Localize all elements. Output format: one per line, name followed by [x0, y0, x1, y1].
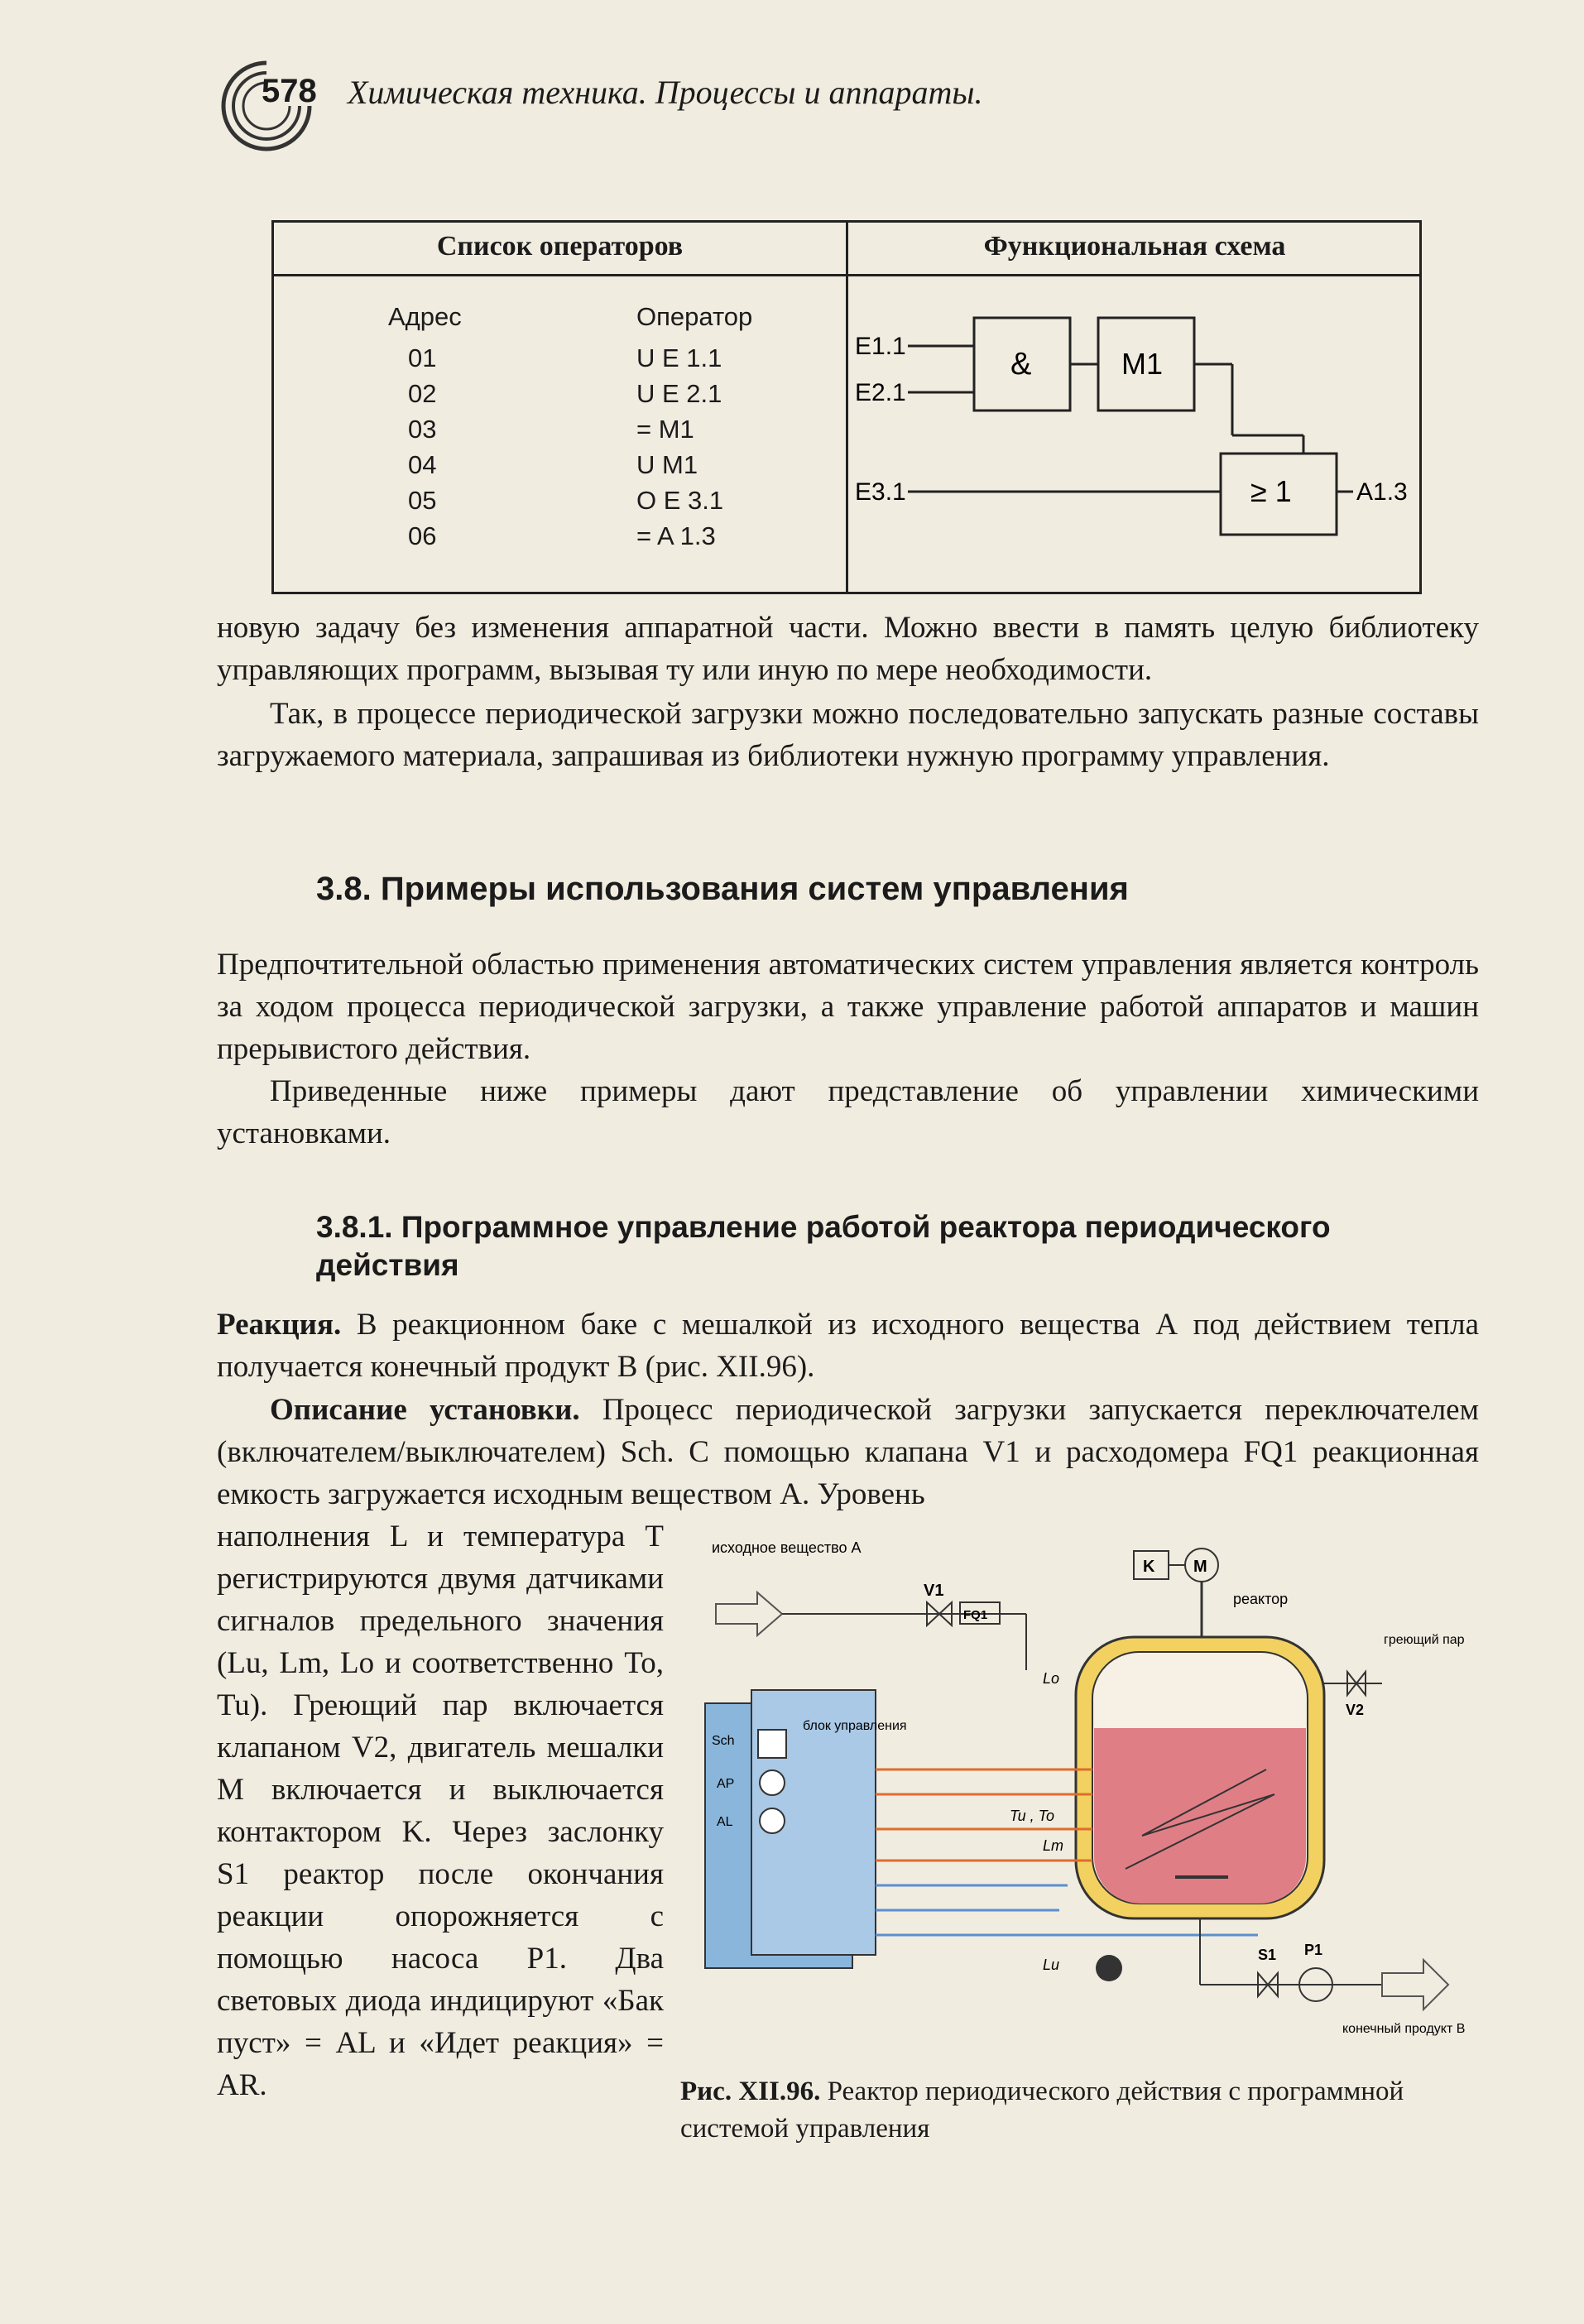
product-arrow-icon — [1382, 1960, 1448, 2009]
section-heading: 3.8. Примеры использования систем управления — [316, 871, 1129, 907]
paragraph-examples: Приведенные ниже примеры дают представление об управлении химическими установками. — [217, 1074, 1479, 1150]
led-al-label: AL — [717, 1815, 733, 1829]
operator-cell: = A 1.3 — [636, 521, 716, 550]
operator-list-header: Список операторов — [436, 231, 684, 262]
switch-sch-label: Sch — [712, 1734, 735, 1748]
operator-cell: U E 2.1 — [636, 379, 722, 408]
function-scheme-diagram — [848, 276, 1421, 591]
pump-p1-label: P1 — [1304, 1942, 1323, 1958]
temperature-sensor-label: Tu , To — [1010, 1808, 1055, 1824]
feed-label: исходное вещество А — [712, 1539, 862, 1556]
steam-label: греющий пар — [1384, 1633, 1465, 1647]
motor-m-label: M — [1193, 1558, 1207, 1576]
level-lm-label: Lm — [1043, 1837, 1064, 1854]
operator-column — [636, 340, 723, 554]
paragraph-setup — [217, 1389, 1479, 1515]
led-ap-icon — [760, 1770, 785, 1795]
operator-table — [271, 220, 1422, 594]
reaction-lead: Реакция. — [217, 1308, 342, 1342]
level-lu-label: Lu — [1043, 1957, 1060, 1973]
page-number: 578 — [262, 73, 317, 109]
operator-cell: O E 3.1 — [636, 486, 724, 515]
contactor-k-label: K — [1143, 1558, 1155, 1576]
paragraph-reaction — [217, 1304, 1479, 1388]
function-scheme-header: Функциональная схема — [983, 231, 1286, 262]
level-lo-label: Lo — [1043, 1670, 1060, 1687]
caption-lead: Рис. XII.96. — [680, 2077, 821, 2106]
reactor-label: реактор — [1233, 1591, 1289, 1607]
output-a13: A1.3 — [1356, 478, 1408, 506]
drain-sensor-icon — [1096, 1955, 1122, 1981]
address-cell: 03 — [408, 415, 437, 444]
address-label: Адрес — [388, 302, 462, 331]
paragraph-setup-narrow: наполнения L и температура T регистрируются двумя датчиками сигналов предельного значения (Lu, Lm, Lo и соответственно To, Tu). Греющий пар включается клапаном V2, двигатель мешалки M включается и выключается контактором K. Через заслонку S1 реактор после окончания реакции опорожняется с помощью насоса P1. Два световых диода индицируют «Бак пуст» = AL и «Идет реакция» = AR. — [217, 1520, 664, 2102]
switch-sch-icon[interactable] — [758, 1730, 786, 1758]
figure-caption — [680, 2073, 1481, 2148]
address-cell: 04 — [408, 450, 437, 479]
paragraph-batch: Так, в процессе периодической загрузки можно последовательно запускать разные составы загружаемого материала, запрашивая из библиотеки нужную программу управления. — [217, 697, 1479, 773]
input-e21: E2.1 — [855, 379, 906, 406]
reaction-text: В реакционном баке с мешалкой из исходного вещества А под действием тепла получается конечный продукт В (рис. XII.96). — [217, 1308, 1479, 1384]
caption-text: Реактор периодического действия с программной системой управления — [680, 2077, 1404, 2144]
operator-label: Оператор — [636, 302, 753, 331]
address-cell: 06 — [408, 521, 437, 550]
address-cell: 05 — [408, 486, 437, 515]
and-gate-label: & — [1010, 347, 1032, 382]
feed-arrow-icon — [716, 1592, 782, 1635]
address-column — [408, 340, 436, 554]
input-e11: E1.1 — [855, 333, 906, 360]
paragraph-continuation: новую задачу без изменения аппаратной части. Можно ввести в память целую библиотеку управляющих программ, вызывая ту или иную по мере необходимости. — [217, 611, 1479, 687]
input-e31: E3.1 — [855, 478, 906, 506]
subsection-heading: 3.8.1. Программное управление работой реактора периодического действия — [316, 1210, 1331, 1282]
or-gate-label: ≥ 1 — [1250, 474, 1292, 508]
flowmeter-fq1-label: FQ1 — [963, 1608, 988, 1622]
show-through-text — [1018, 56, 1531, 139]
led-ap-label: AP — [717, 1777, 735, 1791]
paragraph-application: Предпочтительной областью применения автоматических систем управления является контроль за ходом процесса периодической загрузки, а также управление работой аппаратов и машин прерывистого действия. — [217, 948, 1479, 1066]
valve-s1-label: S1 — [1258, 1947, 1277, 1963]
reactor-figure — [679, 1521, 1481, 2059]
valve-v2-label: V2 — [1346, 1702, 1365, 1718]
address-cell: 02 — [408, 379, 437, 408]
operator-cell: U E 1.1 — [636, 343, 722, 372]
control-block-label: блок управления — [803, 1719, 907, 1733]
valve-v1-label: V1 — [924, 1582, 944, 1600]
led-al-icon — [760, 1808, 785, 1833]
operator-cell: = M1 — [636, 415, 694, 444]
memory-label: M1 — [1121, 347, 1164, 381]
operator-cell: U M1 — [636, 450, 698, 479]
product-label: конечный продукт В — [1342, 2022, 1466, 2036]
setup-lead: Описание установки. — [270, 1393, 580, 1427]
setup-text: Процесс периодической загрузки запускается переключателем (включателем/выключателем) Sch. С помощью клапана V1 и расходомера FQ1 реакционная емкость загружается исходным веществом A. Уровень — [217, 1393, 1479, 1511]
running-head: Химическая техника. Процессы и аппараты. — [348, 74, 983, 111]
address-cell: 01 — [408, 343, 437, 372]
